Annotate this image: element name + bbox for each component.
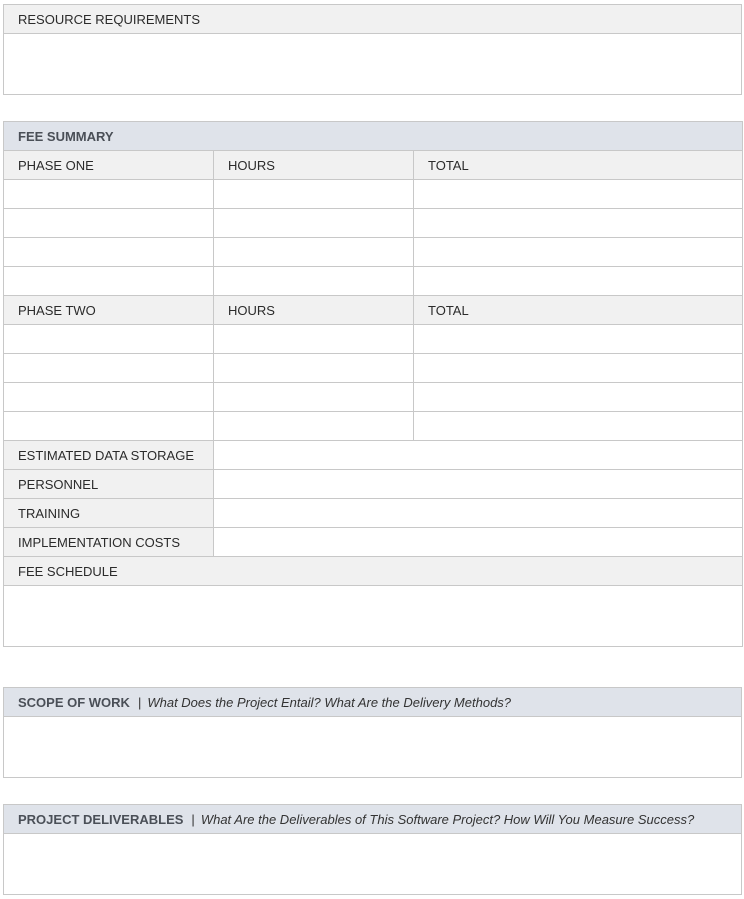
scope-of-work-title: SCOPE OF WORK xyxy=(18,694,130,710)
hours-cell[interactable] xyxy=(214,325,414,354)
table-row xyxy=(4,383,743,412)
phase-one-cell[interactable] xyxy=(4,180,214,209)
hours-cell[interactable] xyxy=(214,354,414,383)
hours-cell[interactable] xyxy=(214,238,414,267)
phase-two-cell[interactable] xyxy=(4,383,214,412)
scope-of-work-field[interactable] xyxy=(4,717,742,778)
phase-two-cell[interactable] xyxy=(4,354,214,383)
phase-one-header: PHASE ONE xyxy=(4,151,214,180)
phase-one-cell[interactable] xyxy=(4,238,214,267)
training-label: TRAINING xyxy=(4,499,214,528)
table-row xyxy=(4,412,743,441)
total-cell[interactable] xyxy=(414,209,743,238)
table-row xyxy=(4,267,743,296)
scope-of-work-subtitle: What Does the Project Entail? What Are the Delivery Methods? xyxy=(147,694,512,710)
total-cell[interactable] xyxy=(414,238,743,267)
table-row xyxy=(4,354,743,383)
project-deliverables-subtitle: What Are the Deliverables of This Software Project? How Will You Measure Success? xyxy=(200,811,695,827)
hours-cell[interactable] xyxy=(214,209,414,238)
phase-one-cell[interactable] xyxy=(4,267,214,296)
hours-cell[interactable] xyxy=(214,412,414,441)
fee-schedule-header: FEE SCHEDULE xyxy=(4,557,743,586)
deliverables-separator: | xyxy=(191,811,195,827)
personnel-field[interactable] xyxy=(214,470,743,499)
estimated-data-storage-field[interactable] xyxy=(214,441,743,470)
total-cell[interactable] xyxy=(414,180,743,209)
phase-one-cell[interactable] xyxy=(4,209,214,238)
fee-schedule-field[interactable] xyxy=(4,586,743,647)
phase-two-cell[interactable] xyxy=(4,325,214,354)
phase-two-cell[interactable] xyxy=(4,412,214,441)
table-row xyxy=(4,209,743,238)
total-cell[interactable] xyxy=(414,325,743,354)
fee-summary-header: FEE SUMMARY xyxy=(4,122,743,151)
hours-cell[interactable] xyxy=(214,180,414,209)
scope-separator: | xyxy=(137,694,142,710)
phase-one-hours-header: HOURS xyxy=(214,151,414,180)
hours-cell[interactable] xyxy=(214,383,414,412)
total-cell[interactable] xyxy=(414,383,743,412)
phase-one-total-header: TOTAL xyxy=(414,151,743,180)
phase-two-total-header: TOTAL xyxy=(414,296,743,325)
project-deliverables-header xyxy=(4,805,742,834)
total-cell[interactable] xyxy=(414,412,743,441)
implementation-costs-label: IMPLEMENTATION COSTS xyxy=(4,528,214,557)
scope-of-work-header xyxy=(4,688,742,717)
phase-two-header: PHASE TWO xyxy=(4,296,214,325)
total-cell[interactable] xyxy=(414,354,743,383)
scope-of-work-table xyxy=(3,687,742,778)
phase-two-hours-header: HOURS xyxy=(214,296,414,325)
fee-summary-table xyxy=(3,121,743,647)
resource-requirements-header: RESOURCE REQUIREMENTS xyxy=(4,5,742,34)
training-field[interactable] xyxy=(214,499,743,528)
table-row xyxy=(4,238,743,267)
project-deliverables-title: PROJECT DELIVERABLES xyxy=(18,811,184,827)
resource-requirements-table xyxy=(3,4,742,95)
project-deliverables-table xyxy=(3,804,742,895)
personnel-label: PERSONNEL xyxy=(4,470,214,499)
table-row xyxy=(4,180,743,209)
implementation-costs-field[interactable] xyxy=(214,528,743,557)
table-row xyxy=(4,325,743,354)
estimated-data-storage-label: ESTIMATED DATA STORAGE xyxy=(4,441,214,470)
hours-cell[interactable] xyxy=(214,267,414,296)
total-cell[interactable] xyxy=(414,267,743,296)
resource-requirements-field[interactable] xyxy=(4,34,742,95)
project-deliverables-field[interactable] xyxy=(4,834,742,895)
